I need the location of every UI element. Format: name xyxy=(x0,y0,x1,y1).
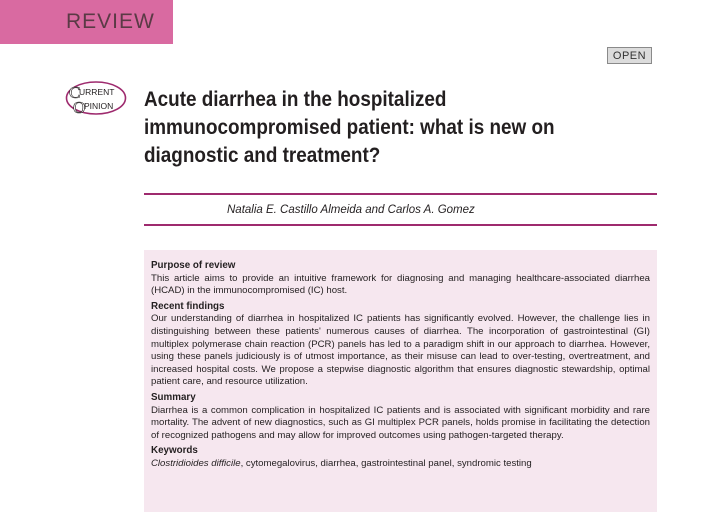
logo-initial-o: O xyxy=(73,98,86,116)
summary-heading: Summary xyxy=(151,391,196,403)
article-title: Acute diarrhea in the hospitalized immunocompromised patient: what is new on diagnostic and treatment? xyxy=(144,88,555,167)
keywords-list xyxy=(151,458,650,471)
article-authors: Natalia E. Castillo Almeida and Carlos A. Gomez xyxy=(227,204,475,216)
current-opinion-logo xyxy=(65,80,127,116)
purpose-heading: Purpose of review xyxy=(151,260,236,271)
purpose-text: This article aims to provide an intuitive framework for diagnosing and managing healthcare-associated diarrhea (HCAD) in the immunocompromised (IC) host. xyxy=(151,272,650,297)
abstract-box xyxy=(144,250,657,512)
logo-word-urrent: URRENT xyxy=(79,87,115,97)
findings-heading: Recent findings xyxy=(151,300,225,312)
logo-initial-c: C xyxy=(69,83,81,102)
keywords-heading: Keywords xyxy=(151,445,198,457)
keyword-italic: Clostridioides difficile xyxy=(151,457,241,469)
open-access-badge xyxy=(607,47,652,64)
keywords-rest: , cytomegalovirus, diarrhea, gastrointestinal panel, syndromic testing xyxy=(240,457,532,469)
findings-text: Our understanding of diarrhea in hospitalized IC patients has significantly evolved. However, the challenge lies in distinguishing between these patients' numerous causes of diarrhea. The incorporation of gastrointestinal (GI) multiplex polymerase chain reaction (PCR) panels has led to a paradigm shift in our approach to diarrhea. However, using these panels judiciously is of utmost importance, as their misuse can lead to over-testing, overtreatment, and increased hospital costs. We propose a stepwise diagnostic algorithm that ensures diagnostic stewardship, optimal patient care, and resource utilization. xyxy=(151,313,650,388)
section-tag xyxy=(0,0,173,44)
open-access-label: OPEN xyxy=(612,49,647,62)
summary-text: Diarrhea is a common complication in hospitalized IC patients and is associated with significant morbidity and rare mortality. The advent of new diagnostics, such as GI multiplex PCR panels, holds promise in facilitating the detection of recognized pathogens and may allow for improved outcomes using pathogen-targeted therapy. xyxy=(151,404,650,441)
logo-word-pinion: PINION xyxy=(84,101,114,111)
title-divider xyxy=(144,193,657,195)
authors-divider xyxy=(144,224,657,226)
section-tag-label: REVIEW xyxy=(66,10,155,33)
